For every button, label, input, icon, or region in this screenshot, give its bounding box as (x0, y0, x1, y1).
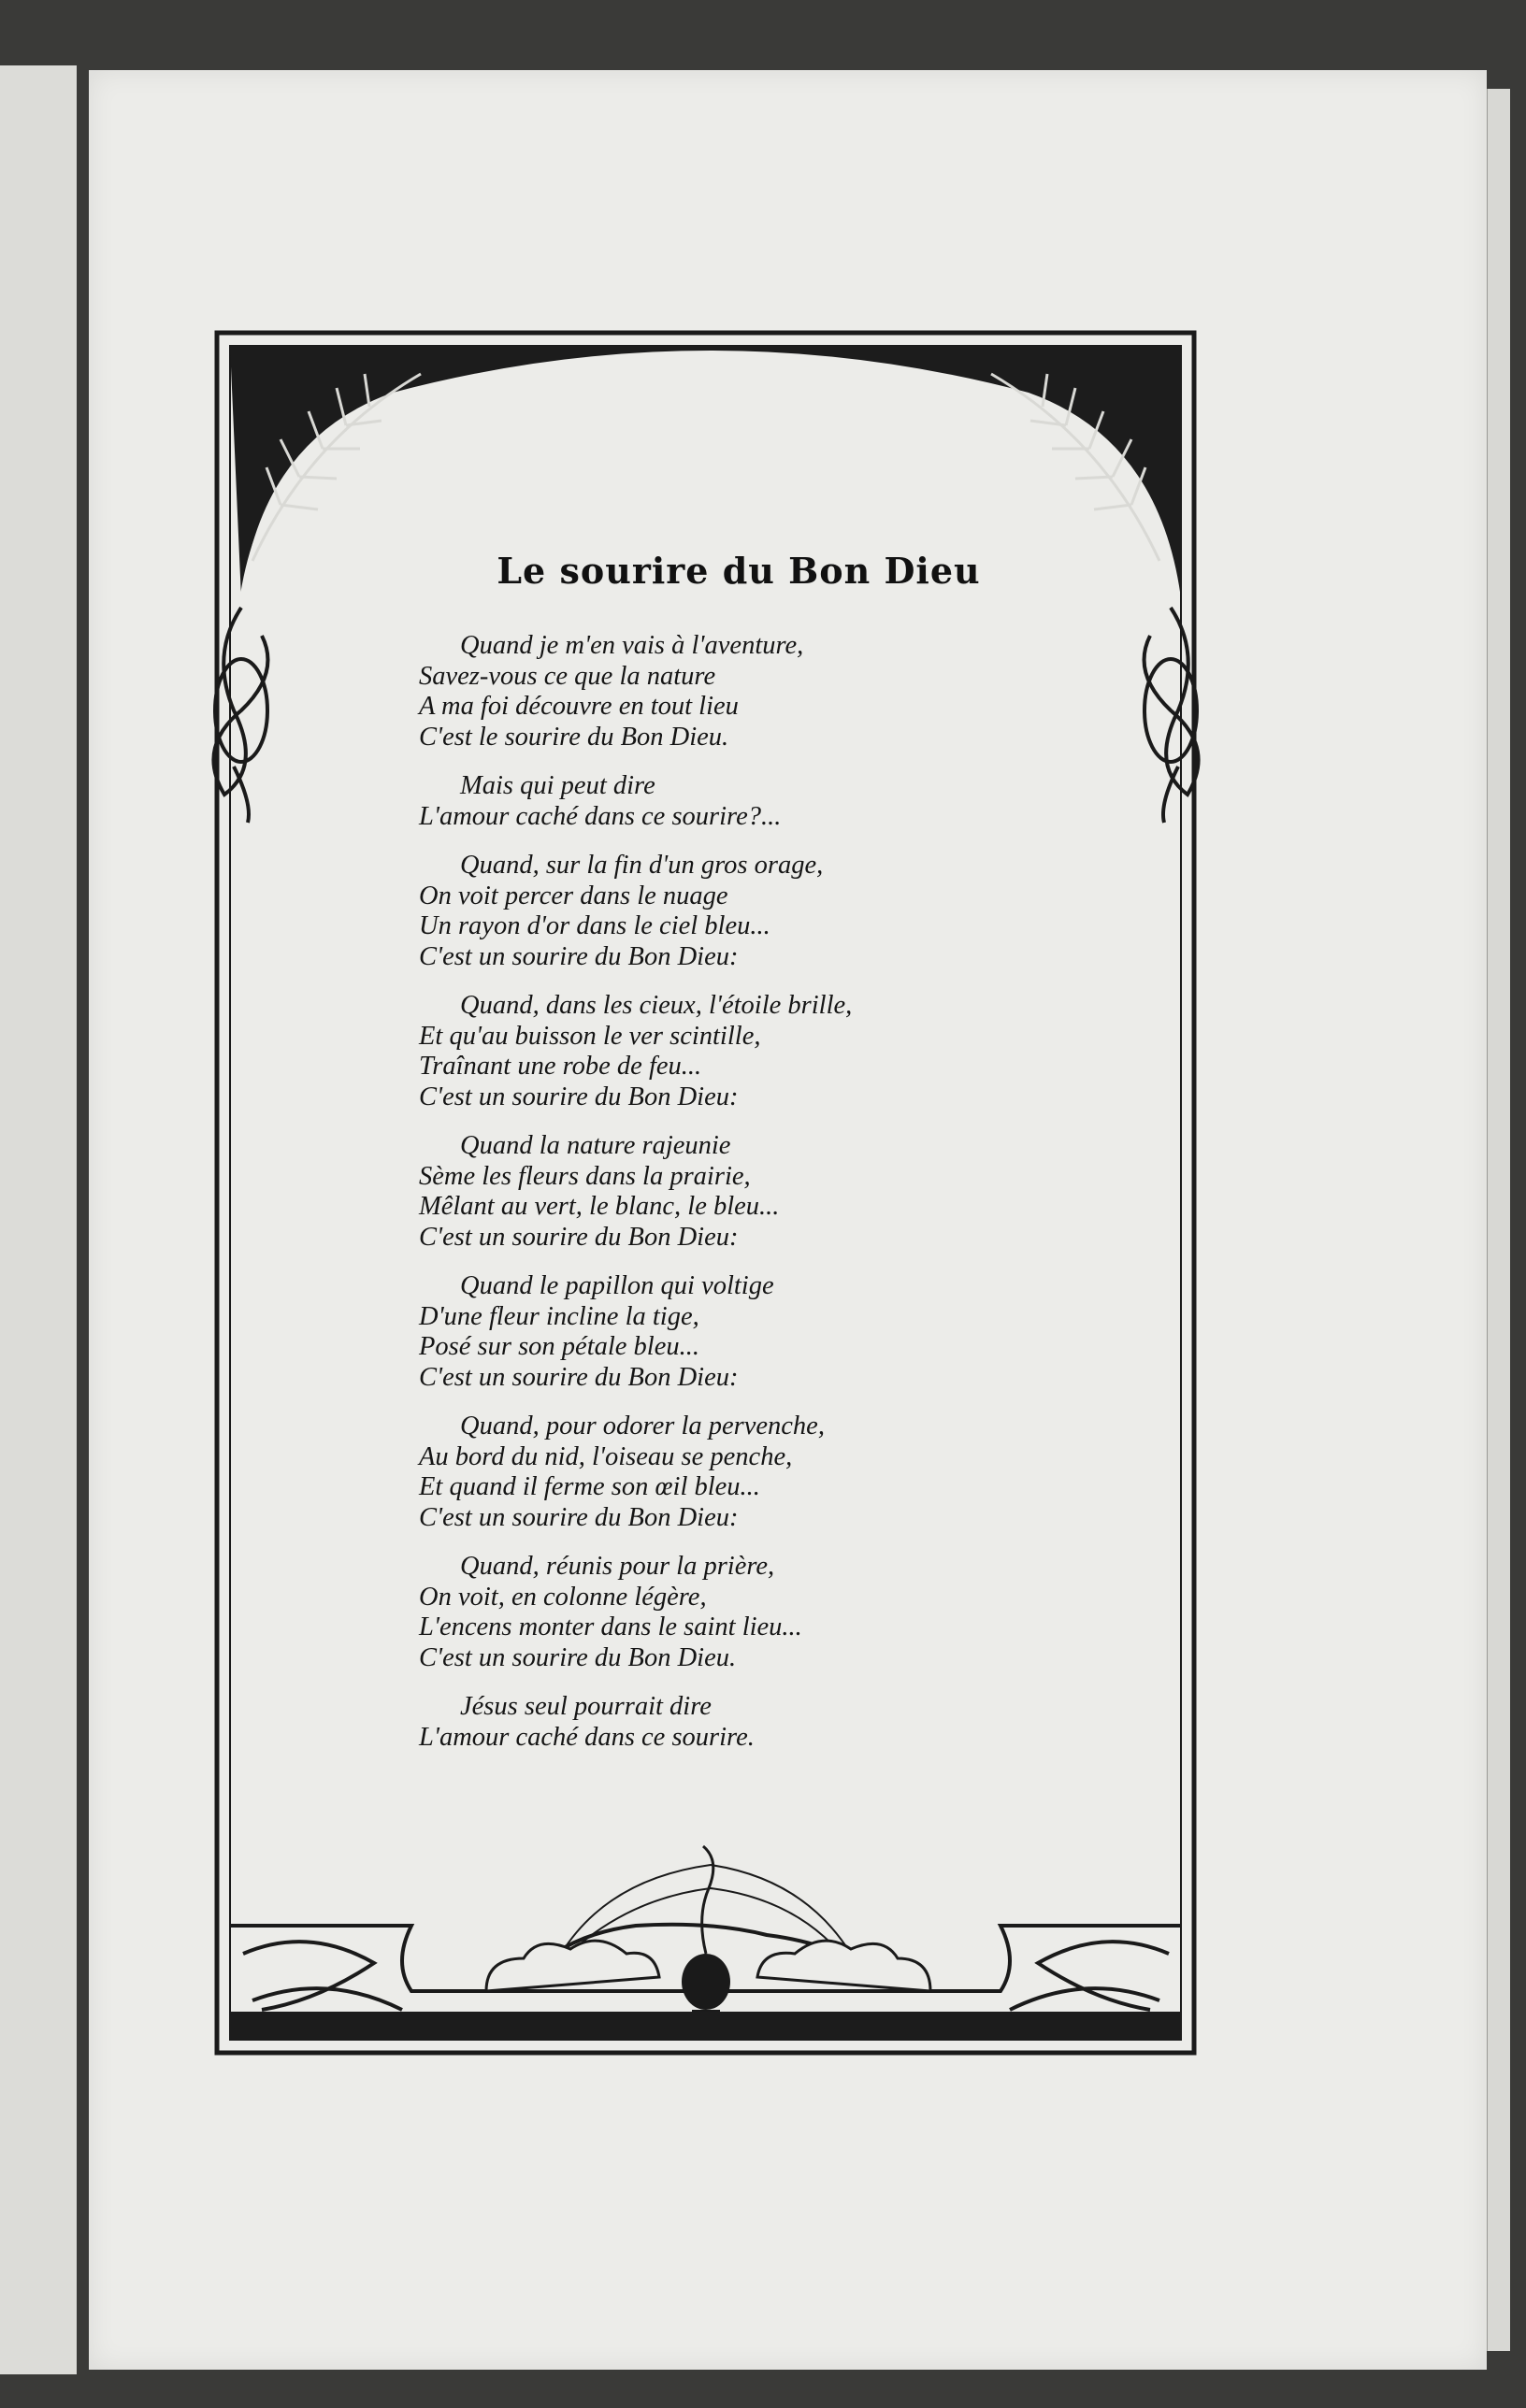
verse-line: Un rayon d'or dans le ciel bleu... (419, 911, 770, 940)
verse-line: Quand, dans les cieux, l'étoile brille, (460, 991, 853, 1020)
verse-line: Quand, pour odorer la pervenche, (460, 1412, 825, 1440)
verse-line: C'est un sourire du Bon Dieu: (419, 1222, 739, 1252)
stanza (419, 1131, 1055, 1253)
stanza (419, 631, 1055, 752)
verse-line: Quand, réunis pour la prière, (460, 1552, 775, 1581)
verse-line: On voit, en colonne légère, (419, 1582, 707, 1612)
verse-line: D'une fleur incline la tige, (419, 1301, 699, 1331)
verse-line: Quand, sur la fin d'un gros orage, (460, 851, 824, 880)
verse-line: C'est le sourire du Bon Dieu. (419, 722, 729, 752)
verse-line: Quand le papillon qui voltige (460, 1271, 774, 1300)
verse-line: Quand je m'en vais à l'aventure, (460, 631, 804, 660)
verse-line: Traînant une robe de feu... (419, 1052, 702, 1081)
verse-line: Savez-vous ce que la nature (419, 661, 716, 691)
verse-line: C'est un sourire du Bon Dieu: (419, 1502, 739, 1532)
verse-line: Sème les fleurs dans la prairie, (419, 1161, 751, 1191)
verse-line: A ma foi découvre en tout lieu (419, 692, 739, 721)
verse-line: Mêlant au vert, le blanc, le bleu... (419, 1192, 780, 1221)
verse-line: L'amour caché dans ce sourire?... (419, 801, 782, 831)
stanza (419, 771, 1055, 832)
verse-line: C'est un sourire du Bon Dieu: (419, 941, 739, 971)
censer-icon (682, 1846, 730, 2030)
stanza (419, 1552, 1055, 1673)
stanza (419, 991, 1055, 1112)
verse-line: C'est un sourire du Bon Dieu: (419, 1362, 739, 1392)
verse-line: Jésus seul pourrait dire (460, 1692, 712, 1721)
verse-line: L'encens monter dans le saint lieu... (419, 1612, 802, 1641)
verse-line: Posé sur son pétale bleu... (419, 1332, 700, 1361)
poem-title: Le sourire du Bon Dieu (497, 550, 981, 592)
verse-line: Et quand il ferme son œil bleu... (419, 1472, 760, 1501)
left-knot-ornament (213, 608, 267, 795)
stanza (419, 851, 1055, 972)
stanza (419, 1692, 1055, 1753)
poem-body (419, 631, 1055, 1771)
right-knot-ornament (1144, 608, 1199, 795)
verse-line: Mais qui peut dire (460, 771, 655, 800)
verse-line: Quand la nature rajeunie (460, 1131, 731, 1160)
verse-line: Au bord du nid, l'oiseau se penche, (419, 1441, 793, 1471)
verse-line: On voit percer dans le nuage (419, 881, 728, 910)
verse-line: L'amour caché dans ce sourire. (419, 1722, 755, 1752)
stanza (419, 1271, 1055, 1393)
verse-line: C'est un sourire du Bon Dieu: (419, 1082, 739, 1111)
verse-line: Et qu'au buisson le ver scintille, (419, 1021, 761, 1051)
stanza (419, 1412, 1055, 1533)
verse-line: C'est un sourire du Bon Dieu. (419, 1642, 737, 1672)
